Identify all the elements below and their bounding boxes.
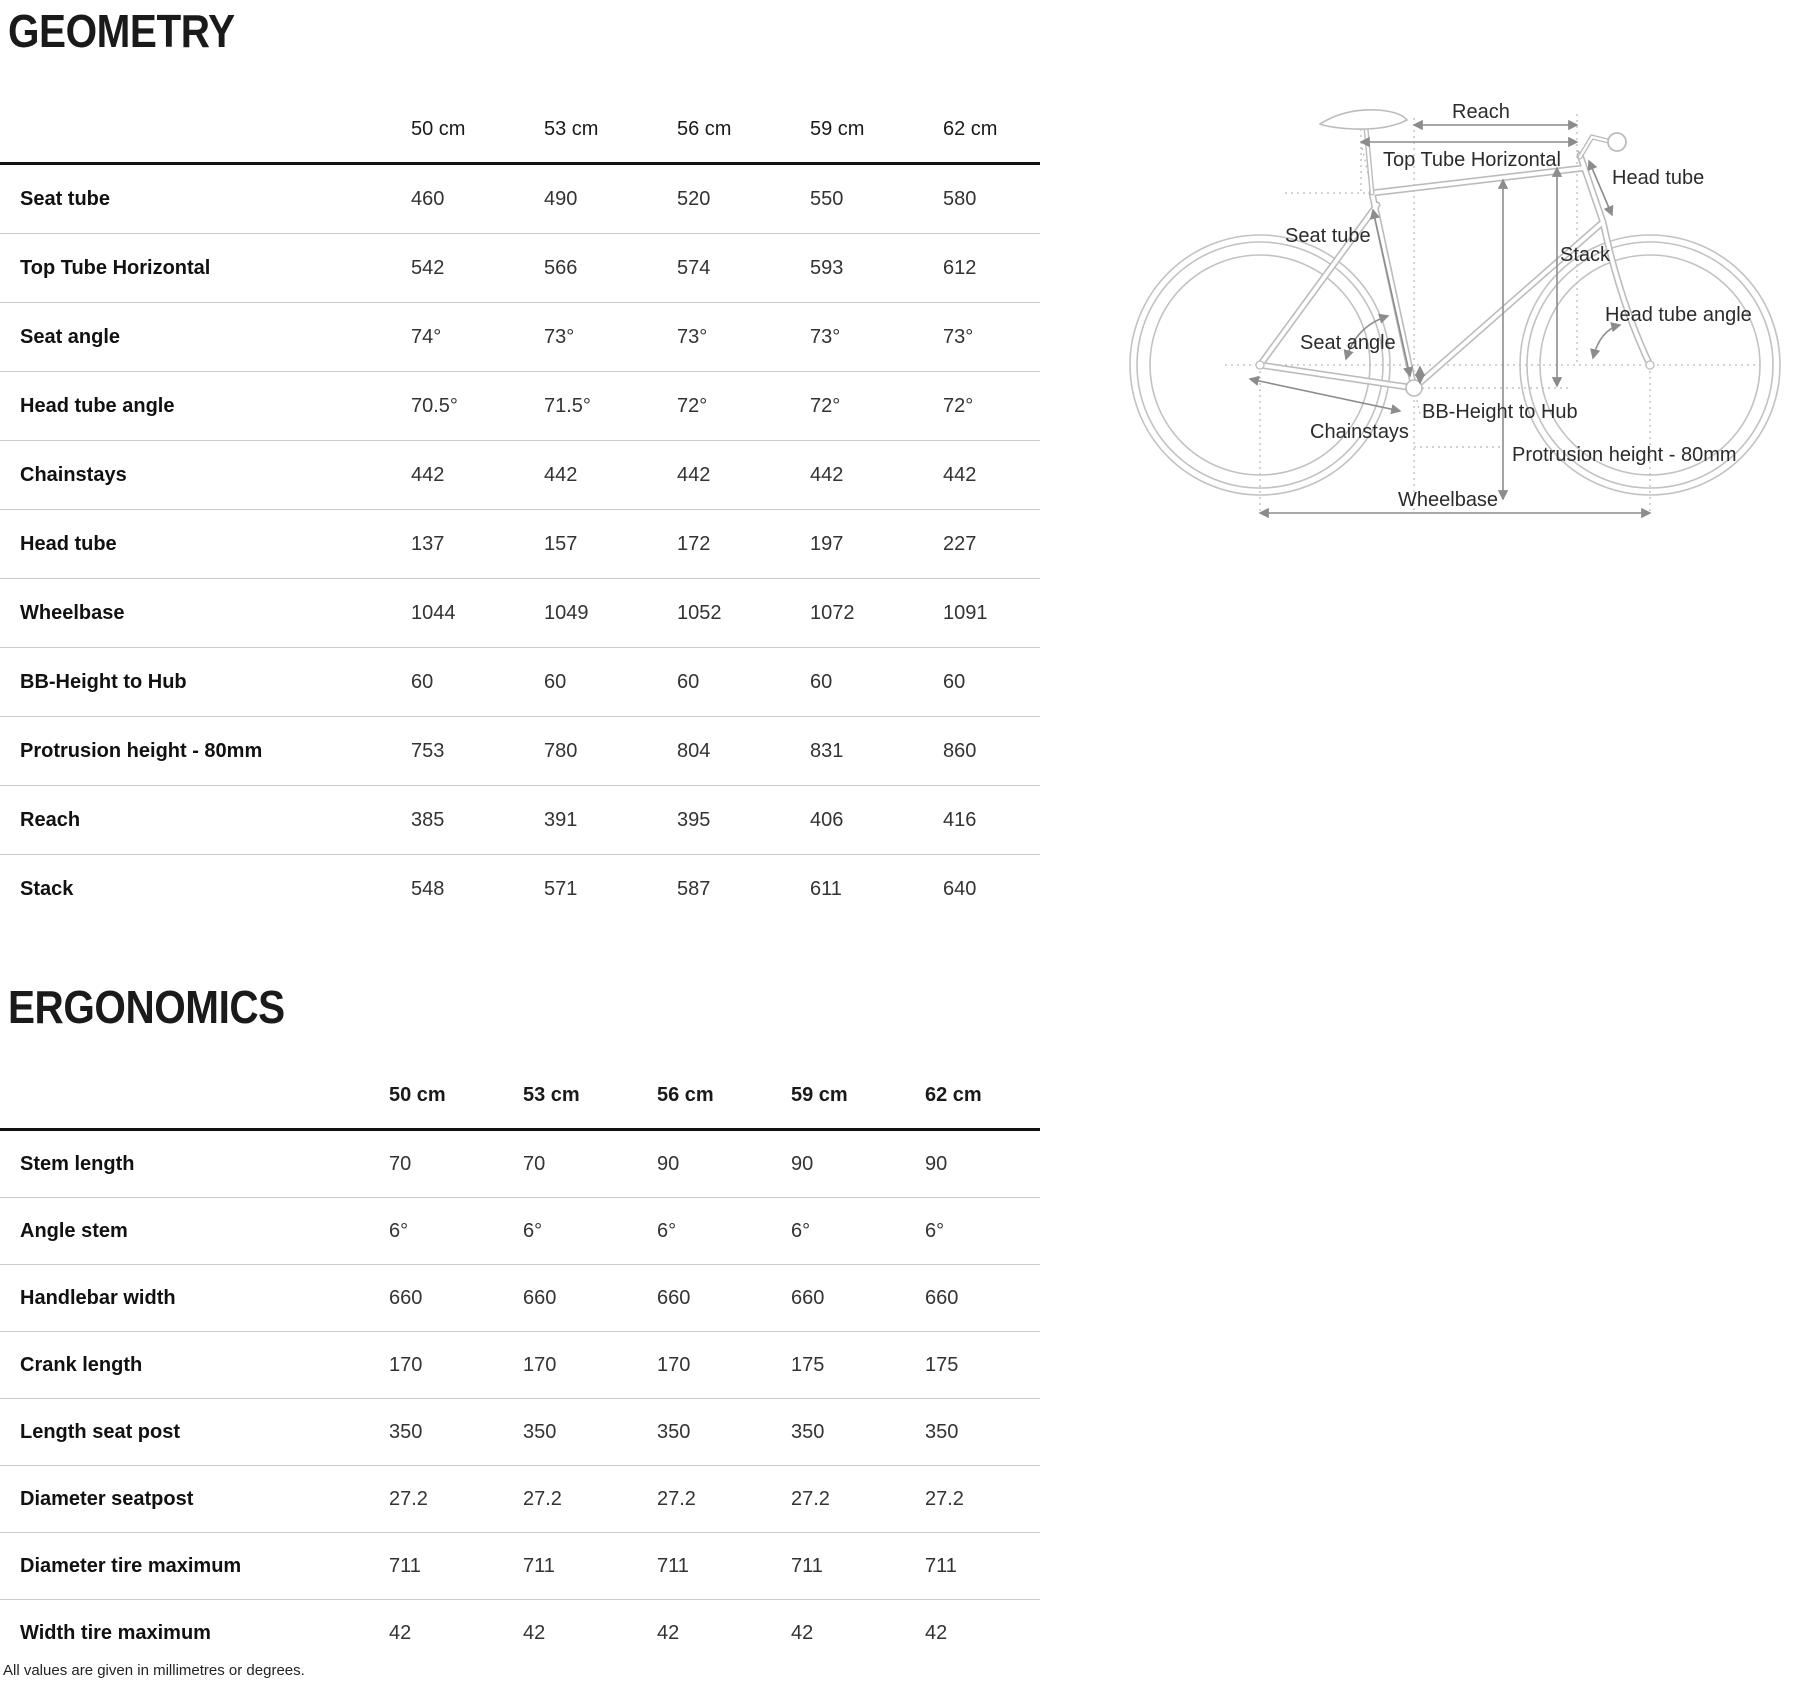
ergonomics-value: 27.2 — [924, 1466, 1040, 1533]
geometry-value: 73° — [543, 303, 676, 372]
units-footnote: All values are given in millimetres or degrees. — [3, 1662, 305, 1679]
ergonomics-value: 660 — [790, 1265, 924, 1332]
geometry-value: 804 — [676, 717, 809, 786]
ergonomics-value: 660 — [522, 1265, 656, 1332]
ergonomics-row — [0, 1198, 1040, 1265]
handlebar-end-ring — [1608, 133, 1626, 151]
geometry-section-title: GEOMETRY — [8, 5, 235, 57]
geometry-value: 60 — [942, 648, 1040, 717]
ergonomics-row-label: Crank length — [0, 1332, 388, 1399]
chainstays-label: Chainstays — [1310, 421, 1409, 443]
seat-angle-label: Seat angle — [1300, 332, 1396, 354]
geometry-value: 391 — [543, 786, 676, 855]
geometry-value: 227 — [942, 510, 1040, 579]
protrusion-height-label: Protrusion height - 80mm — [1512, 444, 1737, 466]
geometry-row-label: Protrusion height - 80mm — [0, 717, 410, 786]
geometry-row — [0, 717, 1040, 786]
geometry-row-label: BB-Height to Hub — [0, 648, 410, 717]
geometry-value: 73° — [809, 303, 942, 372]
ergonomics-row — [0, 1332, 1040, 1399]
geometry-value: 831 — [809, 717, 942, 786]
geometry-value: 60 — [676, 648, 809, 717]
geometry-column-header: 50 cm — [410, 96, 543, 164]
ergonomics-value: 27.2 — [522, 1466, 656, 1533]
ergonomics-value: 42 — [791, 1621, 814, 1644]
ergonomics-table — [0, 1062, 1040, 1666]
seat-tube-label: Seat tube — [1285, 225, 1371, 247]
ergonomics-value: 711 — [522, 1533, 656, 1600]
ergonomics-value: 711 — [388, 1533, 522, 1600]
geometry-value: 442 — [676, 441, 809, 510]
geometry-value: 60 — [543, 648, 676, 717]
geometry-row — [0, 234, 1040, 303]
ergonomics-column-header: 56 cm — [656, 1062, 790, 1130]
ergonomics-value: 711 — [656, 1533, 790, 1600]
head-angle-arc — [1593, 325, 1620, 358]
ergonomics-value: 6° — [924, 1198, 1040, 1265]
geometry-value: 71.5° — [543, 372, 676, 441]
ergonomics-value: 27.2 — [790, 1466, 924, 1533]
geometry-value: 1044 — [410, 579, 543, 648]
geometry-value: 520 — [676, 164, 809, 234]
ergonomics-row-label: Stem length — [0, 1130, 388, 1198]
ergonomics-value: 350 — [388, 1399, 522, 1466]
geometry-column-header: 59 cm — [809, 96, 942, 164]
ergonomics-value: 90 — [790, 1130, 924, 1198]
geometry-value: 1052 — [676, 579, 809, 648]
geometry-row-label: Head tube — [0, 510, 410, 579]
ergonomics-value: 6° — [656, 1198, 790, 1265]
head-tube-label: Head tube — [1612, 167, 1705, 189]
geometry-value: 612 — [942, 234, 1040, 303]
ergonomics-value: 175 — [924, 1332, 1040, 1399]
head-tube-angle-label: Head tube angle — [1605, 304, 1752, 326]
geometry-value: 406 — [809, 786, 942, 855]
geometry-table — [0, 96, 1040, 923]
ergonomics-value: 170 — [656, 1332, 790, 1399]
ergonomics-section-title: ERGONOMICS — [8, 981, 285, 1033]
ergonomics-value: 711 — [790, 1533, 924, 1600]
ergonomics-value: 27.2 — [656, 1466, 790, 1533]
geometry-value: 460 — [410, 164, 543, 234]
geometry-value: 72° — [676, 372, 809, 441]
ergonomics-value: 42 — [389, 1621, 412, 1644]
geometry-row — [0, 441, 1040, 510]
geometry-row — [0, 648, 1040, 717]
geometry-value: 574 — [676, 234, 809, 303]
geometry-value: 1091 — [942, 579, 1040, 648]
ergonomics-value: 27.2 — [388, 1466, 522, 1533]
geometry-row — [0, 372, 1040, 441]
geometry-value: 580 — [942, 164, 1040, 234]
geometry-row — [0, 786, 1040, 855]
front-hub — [1646, 361, 1654, 369]
geometry-row-label: Top Tube Horizontal — [0, 234, 410, 303]
geometry-row-label: Stack — [20, 877, 74, 900]
geometry-row-label: Seat angle — [0, 303, 410, 372]
geometry-value: 72° — [809, 372, 942, 441]
ergonomics-row — [0, 1265, 1040, 1332]
ergonomics-value: 350 — [656, 1399, 790, 1466]
ergonomics-value: 6° — [522, 1198, 656, 1265]
ergonomics-column-header: 50 cm — [388, 1062, 522, 1130]
geometry-row-label: Wheelbase — [0, 579, 410, 648]
geometry-column-header: 56 cm — [676, 96, 809, 164]
geometry-value: 395 — [676, 786, 809, 855]
geometry-value: 860 — [942, 717, 1040, 786]
ergonomics-value: 6° — [790, 1198, 924, 1265]
geometry-value: 442 — [410, 441, 543, 510]
ergonomics-column-header: 53 cm — [522, 1062, 656, 1130]
ergonomics-value: 42 — [523, 1621, 546, 1644]
geometry-value: 197 — [809, 510, 942, 579]
ergonomics-row-label: Width tire maximum — [20, 1621, 211, 1644]
ergonomics-value: 170 — [522, 1332, 656, 1399]
ergonomics-row-label: Length seat post — [0, 1399, 388, 1466]
geometry-column-header: 62 cm — [942, 96, 1040, 164]
ergonomics-value: 350 — [790, 1399, 924, 1466]
geometry-row-label: Head tube angle — [0, 372, 410, 441]
geometry-value: 542 — [410, 234, 543, 303]
geometry-value: 60 — [410, 648, 543, 717]
geometry-row — [0, 855, 1040, 924]
geometry-value: 548 — [411, 877, 445, 900]
ergonomics-value: 42 — [925, 1621, 948, 1644]
geometry-corner-cell — [0, 96, 410, 164]
wheelbase-label: Wheelbase — [1398, 489, 1499, 511]
ergonomics-value: 170 — [388, 1332, 522, 1399]
ergonomics-corner-cell — [0, 1062, 388, 1130]
ergonomics-table-header — [0, 1062, 1040, 1130]
geometry-row — [0, 303, 1040, 372]
ergonomics-row-label: Diameter seatpost — [0, 1466, 388, 1533]
bike-geometry-diagram — [1100, 62, 1810, 532]
geometry-value: 593 — [809, 234, 942, 303]
geometry-value: 587 — [677, 877, 711, 900]
reach-label: Reach — [1452, 101, 1510, 123]
ergonomics-row — [0, 1399, 1040, 1466]
geometry-row — [0, 579, 1040, 648]
ergonomics-value: 70 — [388, 1130, 522, 1198]
saddle — [1320, 110, 1407, 129]
geometry-value: 60 — [809, 648, 942, 717]
geometry-value: 611 — [810, 877, 842, 900]
ergonomics-value: 660 — [924, 1265, 1040, 1332]
geometry-value: 490 — [543, 164, 676, 234]
geometry-row — [0, 510, 1040, 579]
geometry-value: 137 — [410, 510, 543, 579]
ergonomics-table-body — [0, 1130, 1040, 1667]
rear-hub — [1256, 361, 1264, 369]
geometry-value: 1049 — [543, 579, 676, 648]
ergonomics-value: 660 — [656, 1265, 790, 1332]
ergonomics-column-header: 59 cm — [790, 1062, 924, 1130]
geometry-value: 72° — [942, 372, 1040, 441]
ergonomics-row-label: Angle stem — [0, 1198, 388, 1265]
ergonomics-row — [0, 1130, 1040, 1198]
ergonomics-value: 711 — [924, 1533, 1040, 1600]
ergonomics-row — [0, 1600, 1040, 1667]
stack-label: Stack — [1560, 244, 1611, 266]
geometry-value: 442 — [942, 441, 1040, 510]
ergonomics-value: 42 — [657, 1621, 680, 1644]
ergonomics-value: 6° — [388, 1198, 522, 1265]
geometry-row-label: Reach — [0, 786, 410, 855]
ergonomics-value: 350 — [924, 1399, 1040, 1466]
geometry-value: 70.5° — [410, 372, 543, 441]
geometry-value: 640 — [943, 877, 977, 900]
geometry-value: 172 — [676, 510, 809, 579]
ergonomics-row-label: Diameter tire maximum — [0, 1533, 388, 1600]
ergonomics-row — [0, 1533, 1040, 1600]
geometry-value: 780 — [543, 717, 676, 786]
ergonomics-column-header: 62 cm — [924, 1062, 1040, 1130]
geometry-value: 566 — [543, 234, 676, 303]
geometry-value: 74° — [410, 303, 543, 372]
geometry-table-body — [0, 164, 1040, 924]
geometry-value: 73° — [942, 303, 1040, 372]
geometry-value: 550 — [809, 164, 942, 234]
geometry-value: 385 — [410, 786, 543, 855]
geometry-table-header — [0, 96, 1040, 164]
bb-height-to-hub-label: BB-Height to Hub — [1422, 401, 1578, 423]
ergonomics-value: 90 — [656, 1130, 790, 1198]
geometry-value: 416 — [942, 786, 1040, 855]
ergonomics-value: 350 — [522, 1399, 656, 1466]
ergonomics-value: 660 — [388, 1265, 522, 1332]
ergonomics-value: 70 — [522, 1130, 656, 1198]
geometry-row — [0, 164, 1040, 234]
geometry-column-header: 53 cm — [543, 96, 676, 164]
geometry-value: 73° — [676, 303, 809, 372]
top-tube-horizontal-label: Top Tube Horizontal — [1383, 149, 1561, 171]
geometry-value: 571 — [544, 877, 578, 900]
ergonomics-row-label: Handlebar width — [0, 1265, 388, 1332]
geometry-value: 1072 — [809, 579, 942, 648]
ergonomics-value: 175 — [790, 1332, 924, 1399]
ergonomics-row — [0, 1466, 1040, 1533]
geometry-value: 442 — [543, 441, 676, 510]
ergonomics-value: 90 — [924, 1130, 1040, 1198]
geometry-value: 753 — [410, 717, 543, 786]
geometry-row-label: Chainstays — [0, 441, 410, 510]
geometry-value: 157 — [543, 510, 676, 579]
geometry-value: 442 — [809, 441, 942, 510]
geometry-row-label: Seat tube — [0, 164, 410, 234]
